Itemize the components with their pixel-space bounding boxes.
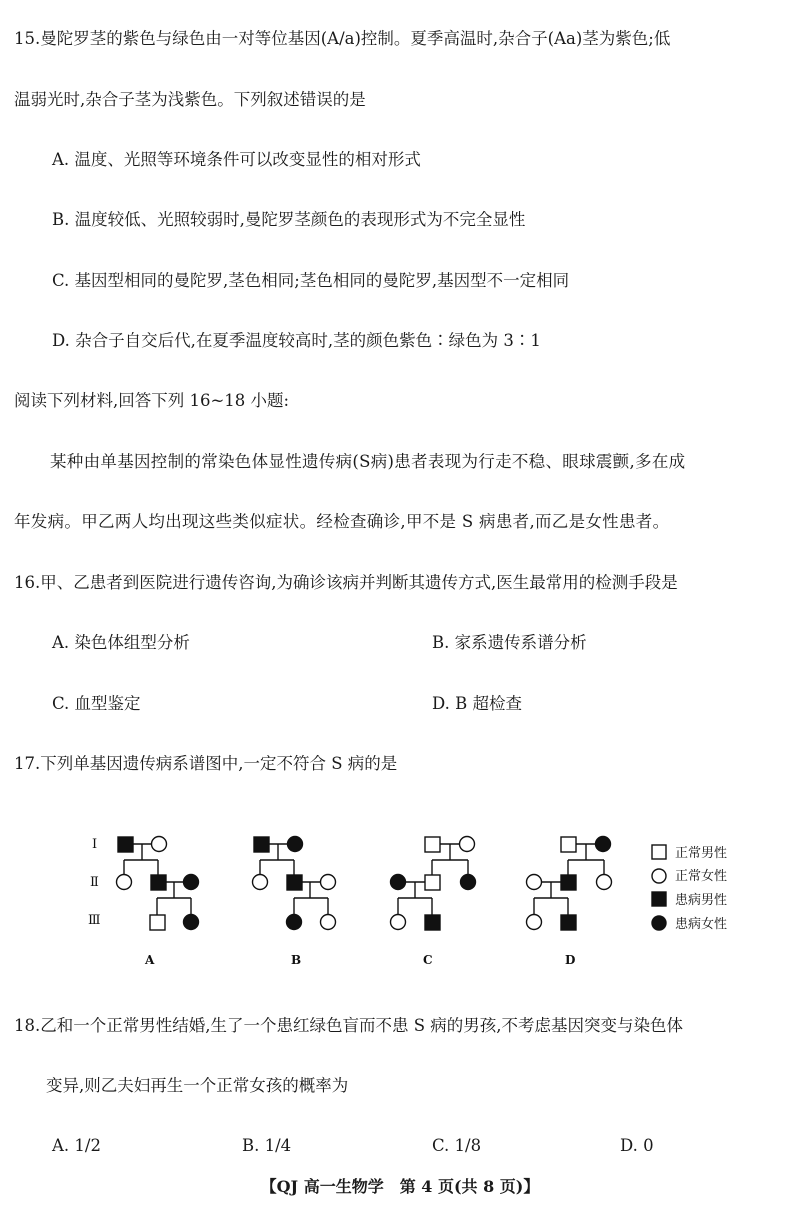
normal-female-symbol [152,837,167,852]
normal-female-symbol [321,875,336,890]
pedigree-figure [78,818,758,978]
q18-stem-line2: 变异,则乙夫妇再生一个正常女孩的概率为 [46,1076,349,1095]
legend-normal-female-symbol [652,869,666,883]
affected-male-symbol [425,915,440,930]
material-line1: 某种由单基因控制的常染色体显性遗传病(S病)患者表现为行走不稳、眼球震颤,多在成 [50,452,686,471]
normal-female-symbol [527,915,542,930]
normal-male-symbol [425,837,440,852]
q16-option-c: C. 血型鉴定 [52,694,141,713]
pedigree-a [117,837,199,968]
q15-option-c: C. 基因型相同的曼陀罗,茎色相同;茎色相同的曼陀罗,基因型不一定相同 [52,271,570,290]
pedigree-label-b: B [291,953,302,967]
affected-female-symbol [596,837,611,852]
page-footer: 【QJ 高一生物学 第 4 页(共 8 页)】 [260,1177,540,1196]
q16-option-b: B. 家系遗传系谱分析 [432,633,587,652]
pedigree-label-d: D [565,953,576,967]
affected-female-symbol [184,915,199,930]
pedigree-legend [652,845,727,932]
reading-intro: 阅读下列材料,回答下列 16~18 小题: [14,391,290,410]
normal-male-symbol [561,837,576,852]
q18-option-d: D. 0 [620,1136,654,1155]
q15-stem-line2: 温弱光时,杂合子茎为浅紫色。下列叙述错误的是 [14,90,366,109]
pedigree-c [391,837,476,968]
affected-female-symbol [461,875,476,890]
material-line2: 年发病。甲乙两人均出现这些类似症状。经检查确诊,甲不是 S 病患者,而乙是女性患者。 [14,512,670,531]
normal-female-symbol [321,915,336,930]
pedigree-label-c: C [423,953,433,967]
q16-option-d: D. B 超检查 [432,694,523,713]
normal-female-symbol [597,875,612,890]
affected-male-symbol [561,915,576,930]
legend-affected-female-symbol [652,916,666,930]
legend-normal-male: 正常男性 [675,846,728,861]
q18-option-b: B. 1/4 [242,1136,292,1155]
q18-option-a: A. 1/2 [52,1136,101,1155]
pedigree-d [527,837,612,968]
affected-female-symbol [391,875,406,890]
q17-stem: 17.下列单基因遗传病系谱图中,一定不符合 S 病的是 [14,754,398,773]
legend-normal-male-symbol [652,845,666,859]
q15-option-b: B. 温度较低、光照较弱时,曼陀罗茎颜色的表现形式为不完全显性 [52,210,526,229]
affected-male-symbol [254,837,269,852]
legend-affected-male-symbol [652,892,666,906]
normal-male-symbol [425,875,440,890]
q16-option-a: A. 染色体组型分析 [52,633,190,652]
normal-female-symbol [117,875,132,890]
q18-option-c: C. 1/8 [432,1136,482,1155]
pedigree-label-a: A [145,953,155,967]
affected-female-symbol [287,915,302,930]
q15-stem-line1: 15.曼陀罗茎的紫色与绿色由一对等位基因(A/a)控制。夏季高温时,杂合子(Aa)茎为紫色;低 [14,29,671,48]
affected-male-symbol [561,875,576,890]
normal-female-symbol [391,915,406,930]
q16-stem: 16.甲、乙患者到医院进行遗传咨询,为确诊该病并判断其遗传方式,医生最常用的检测手段是 [14,573,678,592]
q15-option-a: A. 温度、光照等环境条件可以改变显性的相对形式 [52,150,421,169]
legend-affected-male: 患病男性 [675,893,728,908]
affected-male-symbol [287,875,302,890]
pedigree-b [253,837,336,968]
generation-label-2: Ⅱ [90,875,99,890]
affected-male-symbol [151,875,166,890]
affected-female-symbol [184,875,199,890]
normal-male-symbol [150,915,165,930]
legend-normal-female: 正常女性 [675,869,728,884]
q18-stem-line1: 18.乙和一个正常男性结婚,生了一个患红绿色盲而不患 S 病的男孩,不考虑基因突变与染色体 [14,1016,684,1035]
generation-label-3: Ⅲ [88,913,101,928]
affected-female-symbol [288,837,303,852]
legend-affected-female: 患病女性 [675,917,728,932]
normal-female-symbol [460,837,475,852]
normal-female-symbol [253,875,268,890]
generation-label-1: Ⅰ [92,837,98,852]
normal-female-symbol [527,875,542,890]
q15-option-d: D. 杂合子自交后代,在夏季温度较高时,茎的颜色紫色∶绿色为 3∶1 [52,331,541,350]
affected-male-symbol [118,837,133,852]
